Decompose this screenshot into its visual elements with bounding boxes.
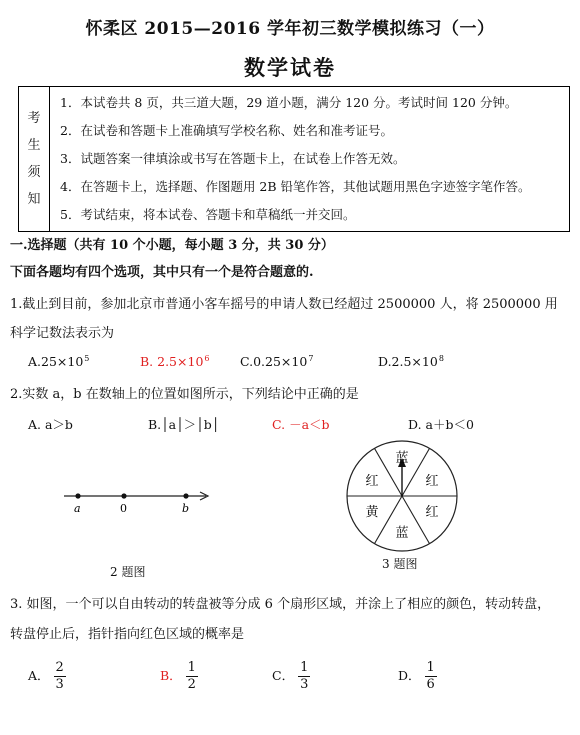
label-a: a xyxy=(74,502,81,515)
q3-stem-line1: 3. 如图，一个可以自由转动的转盘被等分成 6 个扇形区域，并涂上了相应的颜色，转动转盘， xyxy=(10,597,551,612)
sector-label: 红 xyxy=(425,474,439,489)
q3-figure-caption: 3 题图 xyxy=(382,557,418,571)
notice-side-label xyxy=(19,87,50,232)
sector-label: 黄 xyxy=(365,505,379,520)
q1-option-d: $D.2.5\times 10^8$ xyxy=(378,354,444,369)
candidate-notice-box xyxy=(18,86,570,232)
notice-side-char: 生 xyxy=(27,138,41,153)
q1-stem-line2: 科学记数法表示为 xyxy=(10,326,115,341)
q2-option-b: B.│a│＞│b│ xyxy=(148,417,220,432)
q2-option-d: D. a＋b＜0 xyxy=(408,417,474,432)
notice-item: 5．考试结束，将本试卷、答题卡和草稿纸一并交回。 xyxy=(60,207,356,222)
q3-stem-line2: 转盘停止后，指针指向红色区域的概率是 xyxy=(10,627,245,642)
fraction: $\frac{1}{3}$ xyxy=(300,660,309,692)
number-line-figure xyxy=(60,480,230,520)
q1-option-c: $C.0.25\times 10^7$ xyxy=(240,354,314,369)
q2-option-a: A. a＞b xyxy=(28,417,73,432)
q2-stem: 2.实数 a，b 在数轴上的位置如图所示，下列结论中正确的是 xyxy=(10,387,359,402)
notice-item: 2．在试卷和答题卡上准确填写学校名称、姓名和准考证号。 xyxy=(60,123,393,138)
notice-item: 1．本试卷共 8 页，共三道大题，29 道小题，满分 120 分。考试时间 120 分钟。 xyxy=(60,95,518,110)
q1-option-a: $A.25\times 10^5$ xyxy=(28,354,90,369)
label-zero: 0 xyxy=(120,502,127,515)
notice-side-char: 考 xyxy=(27,111,41,126)
sector-label: 红 xyxy=(425,505,439,520)
q1-option-b: B. $2.5\times 10^6$ xyxy=(140,354,210,369)
sector-label: 蓝 xyxy=(395,526,409,541)
label-b: b xyxy=(182,502,190,515)
q3-option-a: A． $\frac{2}{3}$ xyxy=(28,660,64,692)
notice-side-char: 须 xyxy=(27,165,41,180)
notice-item: 3．试题答案一律填涂或书写在答题卡上，在试卷上作答无效。 xyxy=(60,151,406,166)
notice-side-char: 知 xyxy=(27,192,41,207)
notice-items xyxy=(50,87,570,232)
q3-option-d: D． $\frac{1}{6}$ xyxy=(398,660,435,692)
sector-label: 红 xyxy=(365,474,379,489)
q3-option-b: B． $\frac{1}{2}$ xyxy=(160,660,196,692)
point-zero xyxy=(121,493,126,498)
fraction: $\frac{1}{6}$ xyxy=(426,660,435,692)
fraction: $\frac{1}{2}$ xyxy=(187,660,196,692)
q2-figure-caption: 2 题图 xyxy=(110,565,146,579)
spinner-figure xyxy=(342,438,466,554)
q1-stem-line1: 1.截止到目前，参加北京市普通小客车摇号的申请人数已经超过 2500000 人，将 2500000 用 xyxy=(10,297,558,312)
section-instruction: 下面各题均有四个选项，其中只有一个是符合题意的. xyxy=(10,265,314,280)
point-b xyxy=(183,493,188,498)
section-heading: 一.选择题（共有 10 个小题，每小题 3 分，共 30 分） xyxy=(10,238,334,253)
q3-option-c: C． $\frac{1}{3}$ xyxy=(272,660,309,692)
paper-subtitle: 数学试卷 xyxy=(244,55,336,80)
fraction: $\frac{2}{3}$ xyxy=(55,660,64,692)
notice-item: 4．在答题卡上，选择题、作图题用 2B 铅笔作答，其他试题用黑色字迹签字笔作答。 xyxy=(60,179,531,194)
sector-label: 蓝 xyxy=(395,451,409,466)
point-a xyxy=(75,493,80,498)
exam-title: 怀柔区 2015—2016 学年初三数学模拟练习（一） xyxy=(85,19,495,39)
q2-option-c: C. －a＜b xyxy=(272,417,330,432)
